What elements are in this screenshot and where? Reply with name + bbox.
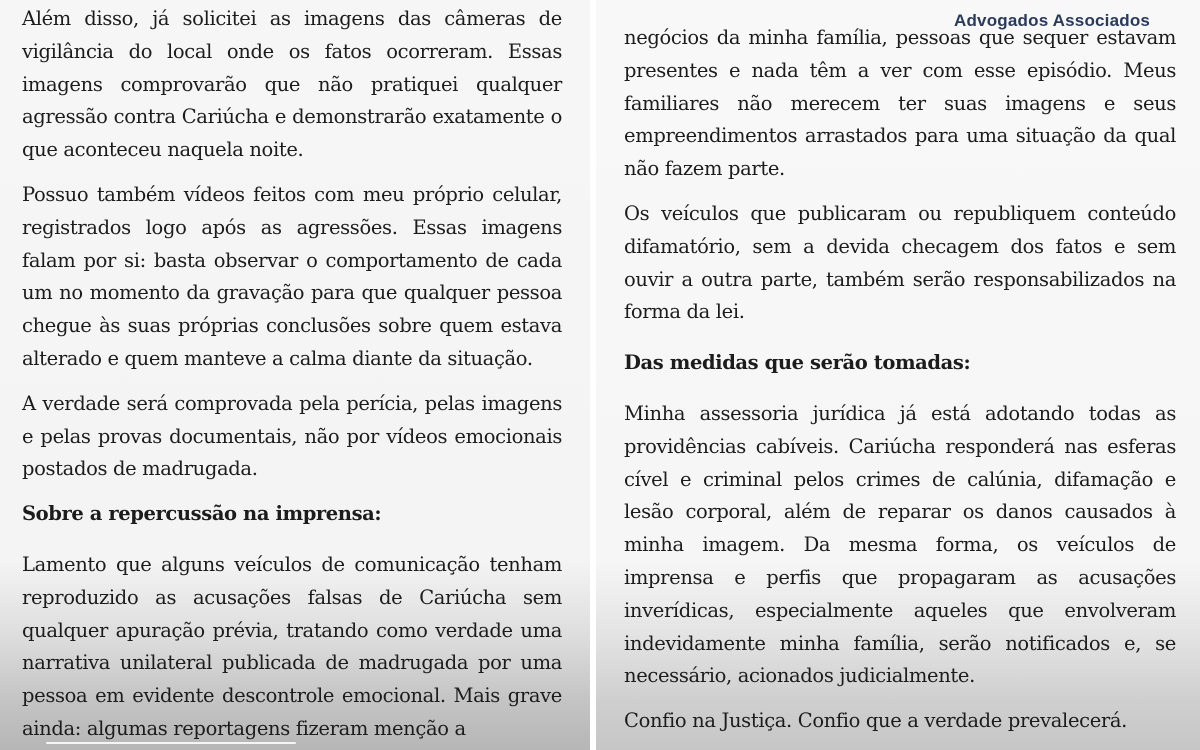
paragraph-family-business: negócios da minha família, pessoas que sequer estavam presentes e nada têm a ver com esse episódio. Meus familiares não merecem ter suas imagens e seus empreendimentos arrastados para uma situação da qual não fazem parte. (624, 26, 1176, 181)
section-heading-measures: Das medidas que serão tomadas: (624, 351, 971, 375)
paragraph-legal-measures: Minha assessoria jurídica já está adotando todas as providências cabíveis. Cariúcha responderá nas esferas cível e criminal pelos crimes de calúnia, difamação e lesão corporal, além de reparar os danos causados à minha imagem. Da mesma forma, os veículos de imprensa e perfis que propagaram as acusações inverídicas, especialmente aqueles que envolveram indevidamente minha família, serão notificados e, se necessário, acionados judicialmente. (624, 401, 1176, 688)
law-firm-watermark: Advogados Associados (954, 11, 1151, 30)
section-heading-press: Sobre a repercussão na imprensa: (22, 502, 382, 526)
right-statement-panel (596, 0, 1200, 750)
left-panel-content (22, 3, 562, 746)
left-statement-panel (0, 0, 590, 750)
closing-statement: Confio na Justiça. Confio que a verdade prevalecerá. (624, 709, 1127, 733)
paragraph-phone-videos: Possuo também vídeos feitos com meu próprio celular, registrados logo após as agressões. Essas imagens falam por si: basta observar o comportamento de cada um no momento da gravação para que qualquer pessoa chegue às suas próprias conclusões sobre quem estava alterado e quem manteve a calma diante da situação. (22, 182, 562, 370)
home-indicator-bar (46, 742, 296, 744)
paragraph-press-lament: Lamento que alguns veículos de comunicação tenham reproduzido as acusações falsas de Cariúcha sem qualquer apuração prévia, tratando como verdade uma narrativa unilateral publicada de madrugada por uma pessoa em evidente descontrole emocional. Mais grave ainda: algumas reportagens fizeram menção a (22, 552, 562, 740)
paragraph-media-responsibility: Os veículos que publicaram ou republiquem conteúdo difamatório, sem a devida checagem dos fatos e sem ouvir a outra parte, também serão responsabilizados na forma da lei. (624, 201, 1176, 324)
paragraph-truth-proven: A verdade será comprovada pela perícia, pelas imagens e pelas provas documentais, não por vídeos emocionais postados de madrugada. (22, 391, 562, 481)
paragraph-security-cameras: Além disso, já solicitei as imagens das câmeras de vigilância do local onde os fatos ocorreram. Essas imagens comprovarão que não pratiquei qualquer agressão contra Cariúcha e demonstrarão exatamente o que aconteceu naquela noite. (22, 7, 562, 162)
right-panel-content (624, 11, 1176, 738)
